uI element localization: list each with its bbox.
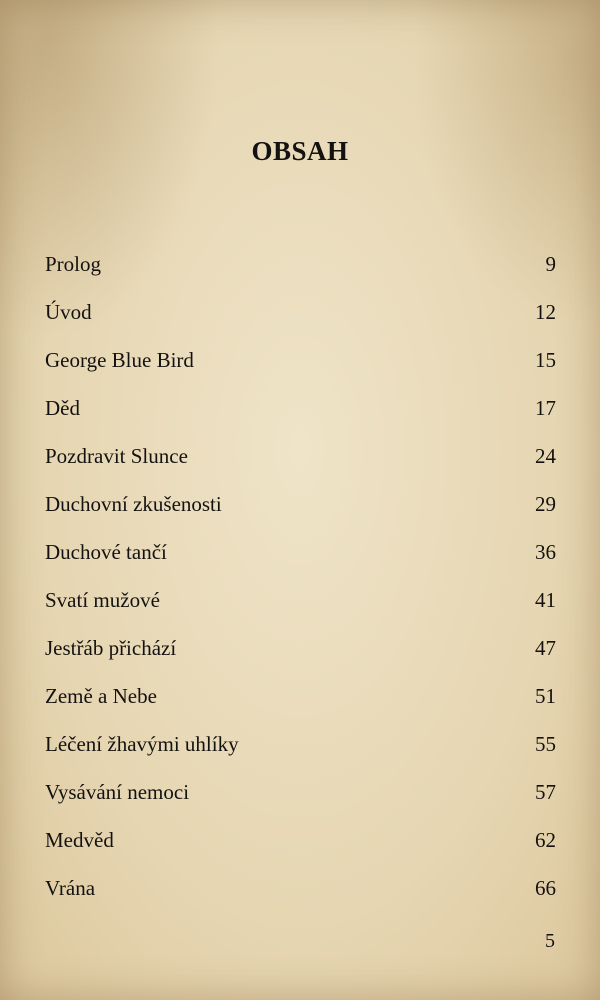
toc-entry <box>45 344 556 392</box>
toc-entry <box>45 776 556 824</box>
toc-entry-title: Vysávání nemoci <box>45 780 190 804</box>
toc-entry-page: 62 <box>535 828 556 852</box>
toc-entry-title: Medvěd <box>45 828 114 852</box>
toc-entry-page: 47 <box>535 636 556 660</box>
toc-entry-page: 41 <box>535 588 556 612</box>
table-of-contents <box>45 248 556 920</box>
toc-entry-title: George Blue Bird <box>45 348 194 372</box>
toc-entry-title: Úvod <box>45 300 92 324</box>
toc-entry-page: 57 <box>535 780 556 804</box>
toc-entry-title: Pozdravit Slunce <box>45 444 188 468</box>
toc-entry <box>45 296 556 344</box>
toc-entry <box>45 584 556 632</box>
toc-entry-page: 66 <box>535 876 556 900</box>
toc-entry-page: 12 <box>535 300 556 324</box>
toc-entry-page: 15 <box>535 348 556 372</box>
toc-entry <box>45 536 556 584</box>
toc-entry-page: 9 <box>545 252 556 276</box>
toc-entry <box>45 680 556 728</box>
toc-entry <box>45 872 556 920</box>
toc-entry <box>45 248 556 296</box>
contents-heading: OBSAH <box>251 136 349 166</box>
toc-entry-title: Svatí mužové <box>45 588 160 612</box>
toc-entry <box>45 392 556 440</box>
toc-entry-title: Země a Nebe <box>45 684 157 708</box>
toc-entry-page: 29 <box>535 492 556 516</box>
toc-entry-title: Vrána <box>45 876 96 900</box>
toc-entry-page: 55 <box>535 732 556 756</box>
toc-entry-page: 24 <box>535 444 556 468</box>
toc-entry-page: 36 <box>535 540 556 564</box>
toc-entry <box>45 488 556 536</box>
toc-entry-title: Duchovní zkušenosti <box>45 492 222 516</box>
toc-entry <box>45 728 556 776</box>
toc-entry <box>45 824 556 872</box>
toc-entry-title: Léčení žhavými uhlíky <box>45 732 239 756</box>
toc-entry-page: 17 <box>535 396 556 420</box>
toc-entry-title: Duchové tančí <box>45 540 167 564</box>
toc-entry <box>45 632 556 680</box>
page-number: 5 <box>545 930 555 952</box>
toc-entry-title: Děd <box>45 396 80 420</box>
toc-entry-title: Prolog <box>45 252 102 276</box>
toc-entry-page: 51 <box>535 684 556 708</box>
toc-entry <box>45 440 556 488</box>
toc-entry-title: Jestřáb přichází <box>45 636 177 660</box>
